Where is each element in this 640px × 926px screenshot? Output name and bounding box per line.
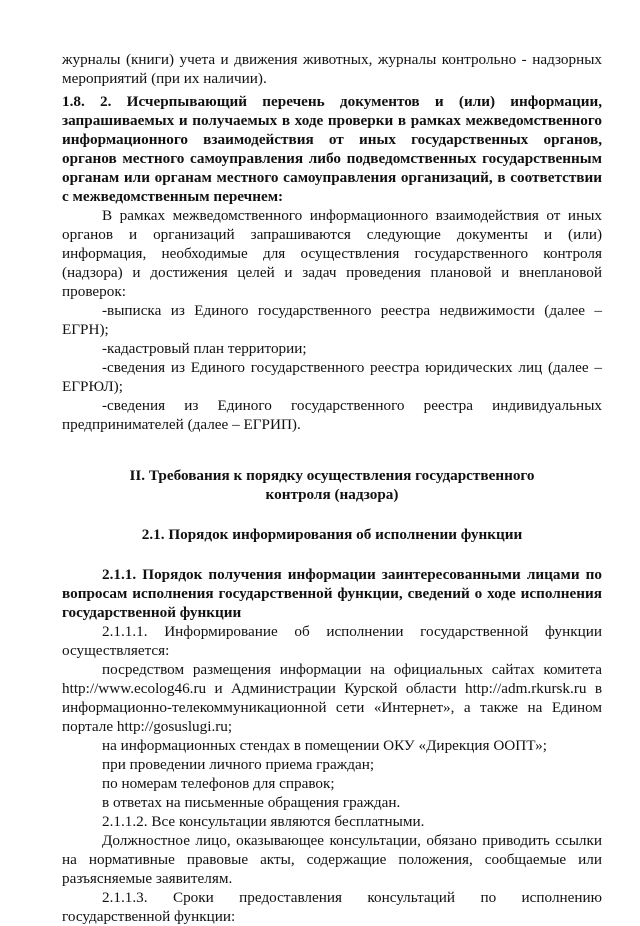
paragraph-2-1-1-2: 2.1.1.2. Все консультации являются бесплатными.	[102, 813, 425, 830]
section-2-1-1-heading: 2.1.1. Порядок получения информации заинтересованными лицами по вопросам исполнения государственной функции, сведений о ходе исполнения государственной функции	[62, 566, 602, 621]
paragraph-2-1-1-1: 2.1.1.1. Информирование об исполнении государственной функции осуществляется:	[62, 623, 602, 659]
list-item: на информационных стендах в помещении ОКУ «Дирекция ООПТ»;	[102, 737, 547, 754]
list-item: посредством размещения информации на официальных сайтах комитета http://www.ecolog46.ru и Администрации Курской области http://adm.rkursk.ru в информационно-телекоммуникационной сети «Интернет», а также на Едином портале http://gosuslugi.ru;	[62, 661, 602, 735]
list-item: -сведения из Единого государственного реестра юридических лиц (далее – ЕГРЮЛ);	[62, 359, 602, 395]
list-item: -выписка из Единого государственного реестра недвижимости (далее – ЕГРН);	[62, 302, 602, 338]
paragraph-official: Должностное лицо, оказывающее консультации, обязано приводить ссылки на нормативные правовые акты, содержащие положения, сообщаемые или разъясняемые заявителям.	[62, 832, 602, 887]
section-2-title: II. Требования к порядку осуществления государственного контроля (надзора)	[129, 467, 535, 503]
paragraph-2-1-1-3: 2.1.1.3. Сроки предоставления консультаций по исполнению государственной функции:	[62, 889, 602, 925]
intro-text: журналы (книги) учета и движения животных, журналы контрольно - надзорных мероприятий (при их наличии).	[62, 51, 602, 87]
list-item: -сведения из Единого государственного реестра индивидуальных предпринимателей (далее – ЕГРИП).	[62, 397, 602, 433]
list-item: при проведении личного приема граждан;	[102, 756, 375, 773]
section-1-8-intro: В рамках межведомственного информационного взаимодействия от иных органов и организаций запрашиваются следующие документы и (или) информация, необходимые для осуществления государственного контроля (надзора) и достижения целей и задач проведения плановой и внеплановой проверок:	[62, 207, 602, 300]
list-item: -кадастровый план территории;	[102, 340, 307, 357]
section-1-8-heading: 1.8. 2. Исчерпывающий перечень документов и (или) информации, запрашиваемых и получаемых в ходе проверки в рамках межведомственного информационного взаимодействия от иных государственных органов, органов местного самоуправления либо подведомственных государственным органам или органам местного самоуправления организаций, в соответствии с межведомственным перечнем:	[62, 93, 602, 205]
list-item: по номерам телефонов для справок;	[102, 775, 335, 792]
list-item: в ответах на письменные обращения граждан.	[102, 794, 401, 811]
document-page	[62, 50, 602, 926]
section-2-1-subtitle: 2.1. Порядок информирования об исполнении функции	[141, 526, 523, 543]
